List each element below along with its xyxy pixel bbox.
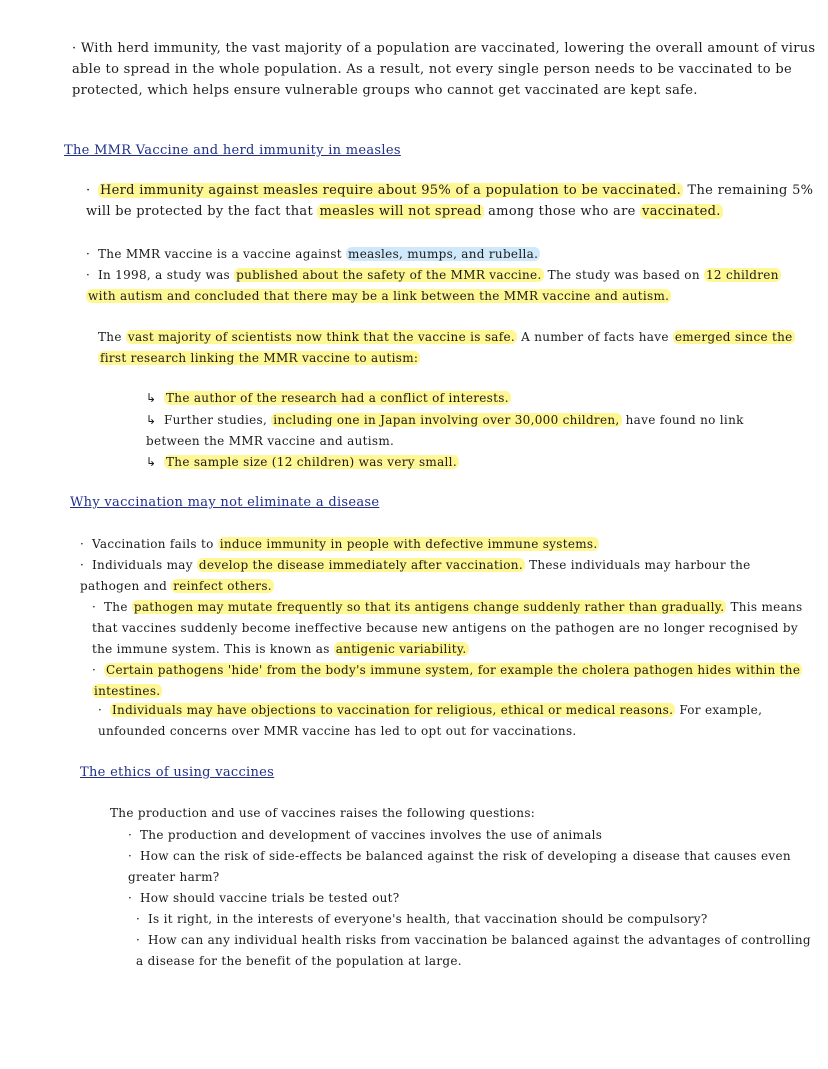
arrow-icon: ↳: [146, 455, 157, 469]
section-heading-why-vaccination-fails: Why vaccination may not eliminate a disease: [70, 495, 380, 510]
ethics-question-compulsory: · Is it right, in the interests of everyone's health, that vaccination should be compulsory?: [136, 912, 708, 926]
reason-antigenic-variability: · The pathogen may mutate frequently so that its antigens change suddenly rather than gradually. This means that vaccines suddenly become ineffective because new antigens on the pathogen are no longer recognised by the immune system. This is known as antigenic variability.: [92, 600, 803, 656]
mmr-bullet-scientists-safe: The vast majority of scientists now think that the vaccine is safe. A number of facts have emerged since the first research linking the MMR vaccine to autism:: [98, 330, 793, 365]
arrow-icon: ↳: [146, 391, 157, 405]
ethics-question-individual-risks: · How can any individual health risks from vaccination be balanced against the advantages of controlling a disease for the benefit of the population at large.: [136, 933, 811, 968]
fact-conflict-of-interest: ↳ The author of the research had a conflict of interests.: [146, 388, 786, 409]
mmr-bullet-herd-immunity: · Herd immunity against measles require about 95% of a population to be vaccinated. The remaining 5% will be protected by the fact that measles will not spread among those who are vaccinated.: [86, 183, 814, 219]
ethics-question-animals: · The production and development of vaccines involves the use of animals: [128, 828, 603, 842]
section-heading-ethics: The ethics of using vaccines: [80, 765, 275, 780]
reason-defective-immune: · Vaccination fails to induce immunity in people with defective immune systems.: [80, 537, 598, 551]
mmr-bullet-1998-study: · In 1998, a study was published about the safety of the MMR vaccine. The study was based on 12 children with autism and concluded that there may be a link between the MMR vaccine and autism.: [86, 268, 779, 303]
fact-further-studies: ↳ Further studies, including one in Japan involving over 30,000 children, have found no link between the MMR vaccine and autism.: [146, 410, 796, 452]
reason-pathogens-hide: · Certain pathogens 'hide' from the body's immune system, for example the cholera pathogen hides within the intestines.: [92, 663, 801, 698]
fact-sample-size: ↳ The sample size (12 children) was very small.: [146, 452, 786, 473]
ethics-question-trials: · How should vaccine trials be tested out?: [128, 891, 400, 905]
mmr-bullet-vaccine-definition: · The MMR vaccine is a vaccine against measles, mumps, and rubella.: [86, 247, 539, 261]
arrow-icon: ↳: [146, 413, 157, 427]
ethics-question-side-effects: · How can the risk of side-effects be balanced against the risk of developing a disease that causes even greater harm?: [128, 849, 791, 884]
reason-develop-disease: · Individuals may develop the disease immediately after vaccination. These individuals may harbour the pathogen and reinfect others.: [80, 558, 751, 593]
intro-paragraph: · With herd immunity, the vast majority of a population are vaccinated, lowering the overall amount of virus able to spread in the whole population. As a result, not every single person needs to be vaccinated to be protected, which helps ensure vulnerable groups who cannot get vaccinated are kept safe.: [72, 41, 816, 98]
section-heading-mmr: The MMR Vaccine and herd immunity in measles: [64, 143, 401, 158]
ethics-intro: The production and use of vaccines raises the following questions:: [110, 806, 536, 820]
reason-objections: · Individuals may have objections to vaccination for religious, ethical or medical reasons. For example, unfounded concerns over MMR vaccine has led to opt out for vaccinations.: [98, 703, 763, 738]
